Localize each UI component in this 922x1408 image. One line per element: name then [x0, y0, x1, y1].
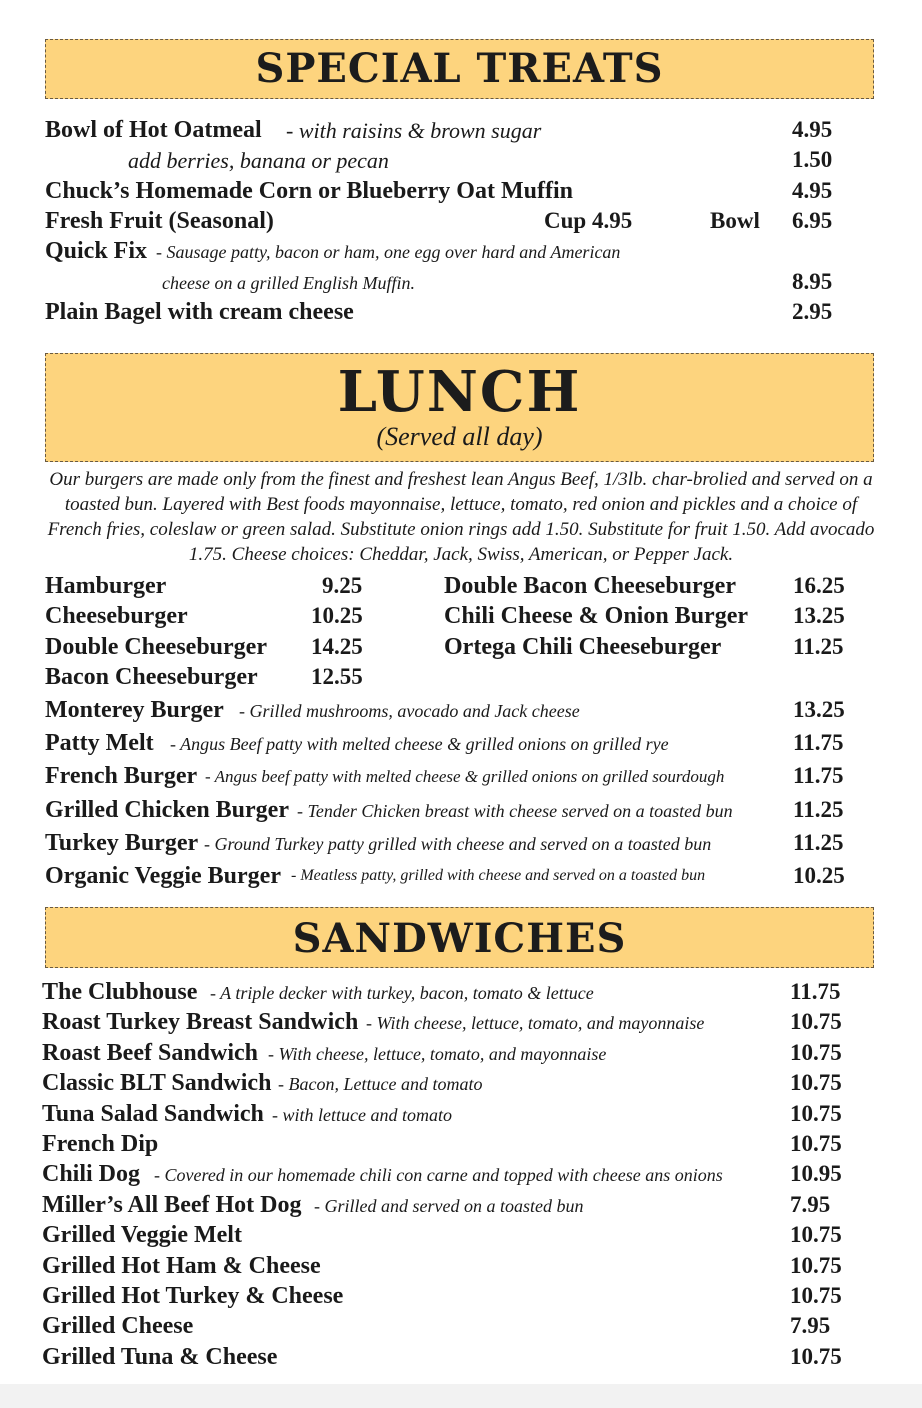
item-price: 11.25 — [793, 634, 844, 659]
item-price: 11.75 — [793, 763, 844, 788]
item-name: Bacon Cheeseburger — [45, 664, 258, 690]
menu-item — [0, 1131, 922, 1161]
item-name: Miller’s All Beef Hot Dog — [42, 1192, 302, 1218]
item-price: 8.95 — [792, 269, 833, 294]
item-price: 10.25 — [311, 603, 363, 628]
item-name: Chili Dog — [42, 1161, 141, 1187]
item-price: 11.75 — [790, 979, 841, 1004]
menu-item — [0, 1070, 922, 1100]
item-name: Patty Melt — [45, 730, 154, 756]
menu-item — [0, 697, 922, 727]
item-name: Fresh Fruit (Seasonal) — [45, 208, 274, 234]
item-price: 14.25 — [311, 634, 363, 659]
item-name: Grilled Hot Turkey & Cheese — [42, 1283, 344, 1309]
item-price: 10.75 — [790, 1101, 842, 1126]
menu-item — [0, 1161, 922, 1191]
menu-item — [0, 763, 922, 793]
item-desc: - Sausage patty, bacon or ham, one egg over hard and American — [156, 242, 621, 262]
special-treats-title: SPECIAL TREATS — [255, 45, 664, 92]
item-name: Grilled Hot Ham & Cheese — [42, 1253, 321, 1279]
item-price: 11.25 — [793, 797, 844, 822]
menu-item — [0, 603, 922, 633]
menu-item — [0, 863, 922, 893]
menu-item — [0, 1040, 922, 1070]
menu-item-addon — [0, 147, 922, 177]
item-price: 11.75 — [793, 730, 844, 755]
sandwiches-banner — [45, 907, 874, 968]
item-name: Roast Turkey Breast Sandwich — [42, 1009, 359, 1035]
menu-item — [0, 1101, 922, 1131]
item-price: 13.25 — [793, 603, 845, 628]
item-desc: - Grilled and served on a toasted bun — [314, 1196, 584, 1216]
menu-item-quickfix — [0, 238, 922, 268]
fruit-bowl-label: Bowl — [710, 208, 760, 233]
item-price: 4.95 — [792, 178, 833, 203]
item-name: Grilled Veggie Melt — [42, 1222, 242, 1248]
item-desc: - with raisins & brown sugar — [286, 118, 542, 143]
item-price: 7.95 — [790, 1192, 831, 1217]
item-name: Double Bacon Cheeseburger — [444, 573, 736, 599]
menu-item — [0, 1192, 922, 1222]
item-name: Grilled Tuna & Cheese — [42, 1344, 278, 1370]
item-name: Quick Fix — [45, 238, 148, 264]
item-desc: - With cheese, lettuce, tomato, and mayonnaise — [366, 1013, 705, 1033]
item-name: Grilled Chicken Burger — [45, 797, 289, 823]
item-price: 10.25 — [793, 863, 845, 888]
page-bottom-strip — [0, 1384, 922, 1408]
item-price: 10.75 — [790, 1070, 842, 1095]
item-price: 9.25 — [322, 573, 363, 598]
menu-item-fruit — [0, 208, 922, 238]
menu-item — [0, 1253, 922, 1283]
menu-item — [0, 797, 922, 827]
lunch-title: LUNCH — [337, 359, 582, 425]
item-name: Ortega Chili Cheeseburger — [444, 634, 722, 660]
item-desc: - Angus Beef patty with melted cheese & grilled onions on grilled rye — [170, 734, 669, 754]
item-desc: - Meatless patty, grilled with cheese and served on a toasted bun — [291, 867, 706, 884]
item-name: Hamburger — [45, 573, 167, 599]
item-name: Grilled Cheese — [42, 1313, 194, 1339]
item-name: Cheeseburger — [45, 603, 188, 629]
item-name: Tuna Salad Sandwich — [42, 1101, 264, 1127]
item-desc: add berries, banana or pecan — [128, 148, 389, 173]
item-price: 10.75 — [790, 1283, 842, 1308]
item-price: 13.25 — [793, 697, 845, 722]
item-desc: - Grilled mushrooms, avocado and Jack cheese — [239, 701, 580, 721]
item-name: Chili Cheese & Onion Burger — [444, 603, 748, 629]
item-price: 16.25 — [793, 573, 845, 598]
menu-item-bagel — [0, 299, 922, 329]
menu-item — [0, 730, 922, 760]
menu-item — [0, 1313, 922, 1343]
item-name: Organic Veggie Burger — [45, 863, 281, 889]
item-name: Turkey Burger — [45, 830, 199, 856]
item-name: Chuck’s Homemade Corn or Blueberry Oat Muffin — [45, 178, 573, 204]
item-price: 10.75 — [790, 1009, 842, 1034]
item-desc: - Ground Turkey patty grilled with cheese and served on a toasted bun — [204, 834, 712, 854]
menu-item — [0, 1344, 922, 1374]
lunch-intro: Our burgers are made only from the finest and freshest lean Angus Beef, 1/3lb. char-brolied and served on a toasted bun. Layered with Best foods mayonnaise, lettuce, tomato, red onion and pickles and a choice of French fries, coleslaw or green salad. Substitute onion rings add 1.50. Substitute for fruit 1.50. Add avocado 1.75. Cheese choices: Cheddar, Jack, Swiss, American, or Pepper Jack. — [47, 469, 875, 565]
menu-item — [0, 573, 922, 603]
menu-item — [0, 1283, 922, 1313]
fruit-cup-price: Cup 4.95 — [544, 208, 633, 233]
item-price: 10.75 — [790, 1040, 842, 1065]
item-price: 10.75 — [790, 1344, 842, 1369]
special-treats-banner — [45, 39, 874, 99]
item-name: Roast Beef Sandwich — [42, 1040, 259, 1066]
item-desc: - Bacon, Lettuce and tomato — [278, 1074, 483, 1094]
item-desc: - With cheese, lettuce, tomato, and mayonnaise — [268, 1044, 607, 1064]
menu-item — [0, 634, 922, 664]
item-price: 10.75 — [790, 1131, 842, 1156]
item-desc: cheese on a grilled English Muffin. — [162, 273, 415, 293]
menu-item — [0, 979, 922, 1009]
menu-item-quickfix-cont — [0, 269, 922, 299]
item-desc: - with lettuce and tomato — [272, 1105, 452, 1125]
menu-item-oatmeal — [0, 117, 922, 147]
sandwiches-title: SANDWICHES — [292, 915, 627, 962]
item-name: The Clubhouse — [42, 979, 198, 1005]
item-price: 4.95 — [792, 117, 833, 142]
menu-item — [0, 1222, 922, 1252]
menu-item-muffin — [0, 178, 922, 208]
item-price: 10.75 — [790, 1253, 842, 1278]
item-name: Classic BLT Sandwich — [42, 1070, 272, 1096]
item-price: 11.25 — [793, 830, 844, 855]
item-price: 2.95 — [792, 299, 833, 324]
item-price: 12.55 — [311, 664, 363, 689]
item-desc: - Angus beef patty with melted cheese & grilled onions on grilled sourdough — [205, 767, 725, 786]
item-price: 10.95 — [790, 1161, 842, 1186]
item-price: 6.95 — [792, 208, 833, 233]
item-price: 7.95 — [790, 1313, 831, 1338]
menu-item — [0, 664, 922, 694]
item-name: French Dip — [42, 1131, 159, 1157]
item-name: Double Cheeseburger — [45, 634, 267, 660]
item-name: French Burger — [45, 763, 198, 789]
lunch-banner — [45, 353, 874, 462]
menu-item — [0, 1009, 922, 1039]
item-name: Monterey Burger — [45, 697, 224, 723]
item-desc: - Covered in our homemade chili con carne and topped with cheese ans onions — [154, 1165, 723, 1185]
item-name: Plain Bagel with cream cheese — [45, 299, 354, 325]
item-price: 10.75 — [790, 1222, 842, 1247]
item-name: Bowl of Hot Oatmeal — [45, 117, 262, 143]
lunch-subtitle: (Served all day) — [376, 422, 543, 451]
item-desc: - Tender Chicken breast with cheese served on a toasted bun — [297, 801, 733, 821]
menu-item — [0, 830, 922, 860]
item-desc: - A triple decker with turkey, bacon, tomato & lettuce — [210, 983, 594, 1003]
item-price: 1.50 — [792, 147, 833, 172]
